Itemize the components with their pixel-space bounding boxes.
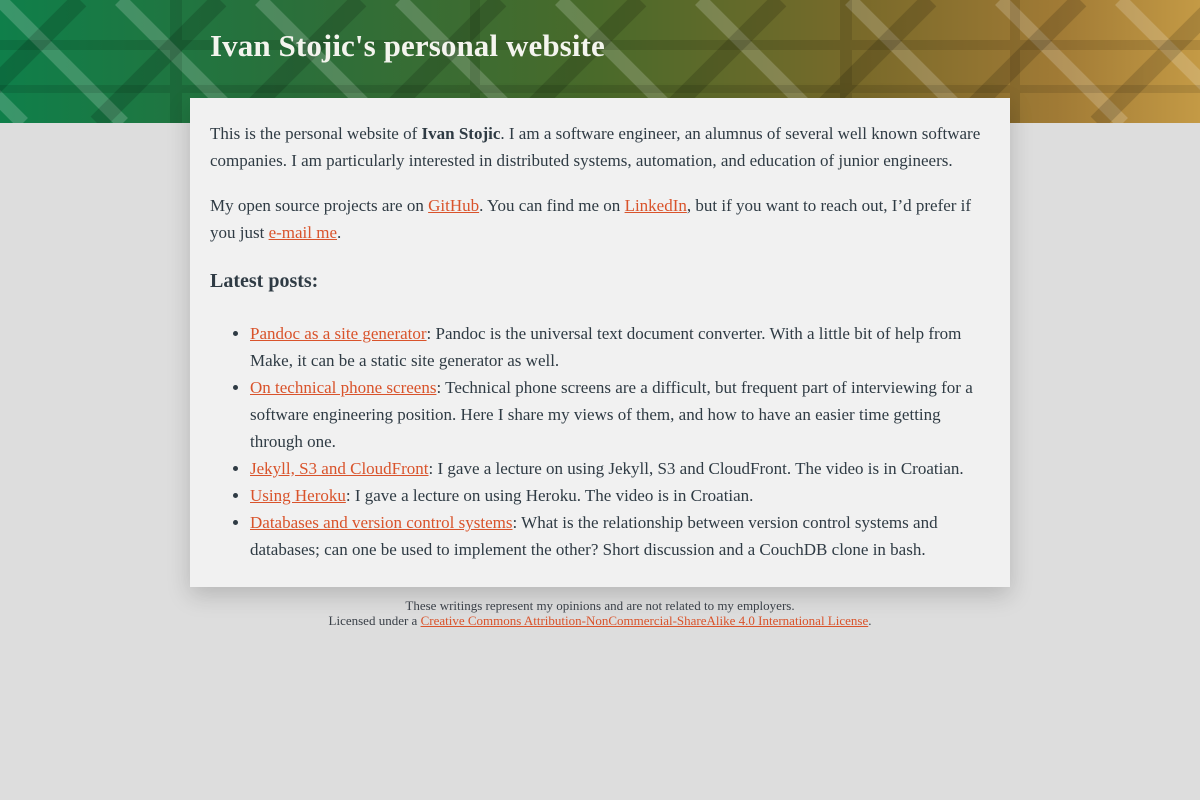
links-text-1: My open source projects are on (210, 196, 429, 215)
post-summary: : I gave a lecture on using Heroku. The video is in Croatian. (345, 486, 754, 505)
latest-posts-heading: Latest posts: (210, 270, 319, 292)
post-summary: : Pandoc is the universal text document converter. With a little bit of help from Make, it can be a static site generator as well. (250, 324, 962, 370)
post-link-jekyll[interactable]: Jekyll, S3 and CloudFront (250, 459, 429, 478)
license-link[interactable]: Creative Commons Attribution-NonCommercial-ShareAlike 4.0 International License (420, 613, 869, 628)
license-suffix: . (868, 613, 872, 628)
post-item (250, 455, 990, 482)
intro-text-start: This is the personal website of (210, 124, 422, 143)
post-item (250, 482, 990, 509)
email-link[interactable]: e-mail me (268, 223, 338, 242)
site-title: Ivan Stojic's personal website (210, 28, 605, 63)
links-text-3: , but if you want to reach out, I’d prefer if you just (210, 196, 972, 242)
author-name: Ivan Stojic (421, 124, 501, 143)
license-prefix: Licensed under a (328, 613, 421, 628)
links-text-4: . (337, 223, 342, 242)
post-summary: : Technical phone screens are a difficult, but frequent part of interviewing for a software engineering position. Here I share my views of them, and how to have an easier time getting through one. (250, 378, 973, 451)
post-item (250, 320, 990, 374)
links-text-2: . You can find me on (479, 196, 625, 215)
intro-paragraph (210, 120, 990, 174)
linkedin-link[interactable]: LinkedIn (624, 196, 687, 215)
post-summary: : I gave a lecture on using Jekyll, S3 and CloudFront. The video is in Croatian. (428, 459, 964, 478)
posts-list (210, 320, 990, 563)
intro-text-end: . I am a software engineer, an alumnus of several well known software companies. I am particularly interested in distributed systems, automation, and education of junior engineers. (210, 124, 981, 170)
post-link-phone-screens[interactable]: On technical phone screens (250, 378, 437, 397)
footer (190, 598, 1010, 628)
github-link[interactable]: GitHub (428, 196, 480, 215)
post-summary: : What is the relationship between version control systems and databases; can one be used to implement the other? Short discussion and a CouchDB clone in bash. (250, 513, 938, 559)
post-item (250, 374, 990, 455)
main-content (190, 98, 1010, 587)
post-item (250, 509, 990, 563)
post-link-heroku[interactable]: Using Heroku (250, 486, 346, 505)
footer-disclaimer: These writings represent my opinions and are not related to my employers. (405, 598, 795, 613)
links-paragraph (210, 192, 990, 246)
footer-license (190, 613, 1010, 628)
post-link-databases[interactable]: Databases and version control systems (250, 513, 513, 532)
post-link-pandoc[interactable]: Pandoc as a site generator (250, 324, 427, 343)
